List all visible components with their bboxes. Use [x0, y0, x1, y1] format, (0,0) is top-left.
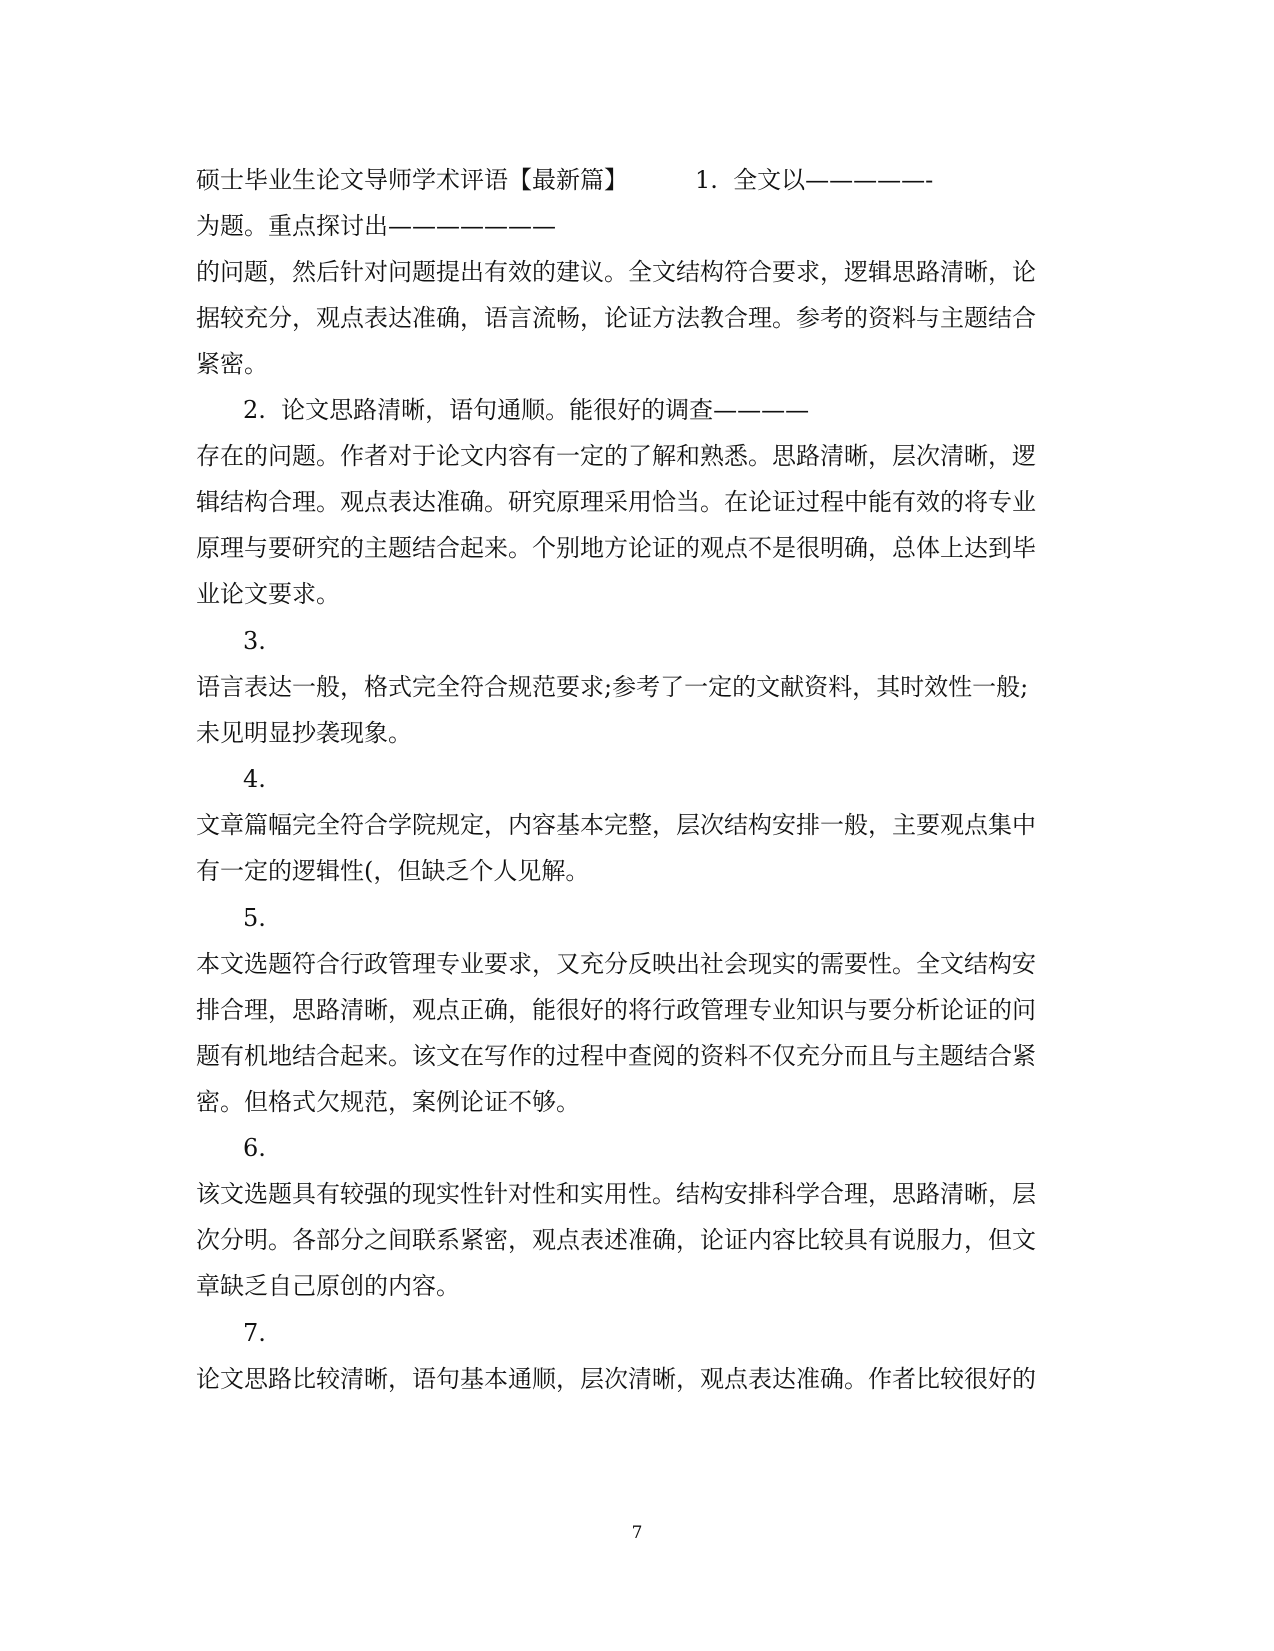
item-7-number: 7. — [243, 1319, 266, 1347]
item-2-line-3: 辑结构合理。观点表达准确。研究原理采用恰当。在论证过程中能有效的将专业 — [196, 488, 1036, 516]
item-6-line-2: 次分明。各部分之间联系紧密，观点表述准确，论证内容比较具有说服力，但文 — [196, 1226, 1036, 1254]
item-6-line-3: 章缺乏自己原创的内容。 — [196, 1272, 460, 1300]
item-5-line-1: 本文选题符合行政管理专业要求，又充分反映出社会现实的需要性。全文结构安 — [196, 950, 1036, 978]
item-4-line-2: 有一定的逻辑性(，但缺乏个人见解。 — [196, 857, 590, 885]
item-2-line-4: 原理与要研究的主题结合起来。个别地方论证的观点不是很明确，总体上达到毕 — [196, 534, 1036, 562]
item-6-number: 6. — [243, 1134, 266, 1162]
page-number: 7 — [631, 1523, 643, 1543]
document-title: 硕士毕业生论文导师学术评语【最新篇】 — [196, 166, 628, 194]
item-5-line-2: 排合理，思路清晰，观点正确，能很好的将行政管理专业知识与要分析论证的问 — [196, 996, 1036, 1024]
item-3-line-1: 语言表达一般，格式完全符合规范要求;参考了一定的文献资料，其时效性一般; — [196, 673, 1029, 701]
item-6-line-1: 该文选题具有较强的现实性针对性和实用性。结构安排科学合理，思路清晰，层 — [196, 1180, 1036, 1208]
item-1-line-3: 的问题，然后针对问题提出有效的建议。全文结构符合要求，逻辑思路清晰，论 — [196, 258, 1036, 286]
item-1-number: 1. 全文以—————- — [695, 166, 934, 194]
item-1-line-2: 为题。重点探讨出——————— — [196, 212, 556, 240]
item-2-line-5: 业论文要求。 — [196, 580, 340, 608]
item-1-line-5: 紧密。 — [196, 350, 268, 378]
item-3-number: 3. — [243, 627, 266, 655]
item-5-line-4: 密。但格式欠规范，案例论证不够。 — [196, 1088, 580, 1116]
item-4-line-1: 文章篇幅完全符合学院规定，内容基本完整，层次结构安排一般，主要观点集中 — [196, 811, 1036, 839]
item-2-line-1: 论文思路清晰，语句通顺。能很好的调查———— — [281, 396, 810, 424]
item-4-number: 4. — [243, 765, 266, 793]
item-2-number: 2. 论文思路清晰，语句通顺。能很好的调查———— — [243, 396, 810, 424]
item-3-line-2: 未见明显抄袭现象。 — [196, 719, 412, 747]
item-2-line-2: 存在的问题。作者对于论文内容有一定的了解和熟悉。思路清晰，层次清晰，逻 — [196, 442, 1036, 470]
item-7-line-1: 论文思路比较清晰，语句基本通顺，层次清晰，观点表达准确。作者比较很好的 — [196, 1365, 1036, 1393]
item-5-line-3: 题有机地结合起来。该文在写作的过程中查阅的资料不仅充分而且与主题结合紧 — [196, 1042, 1036, 1070]
item-1-line-1: 全文以—————- — [733, 166, 934, 194]
item-1-line-4: 据较充分，观点表达准确，语言流畅，论证方法教合理。参考的资料与主题结合 — [196, 304, 1036, 332]
item-5-number: 5. — [243, 904, 266, 932]
